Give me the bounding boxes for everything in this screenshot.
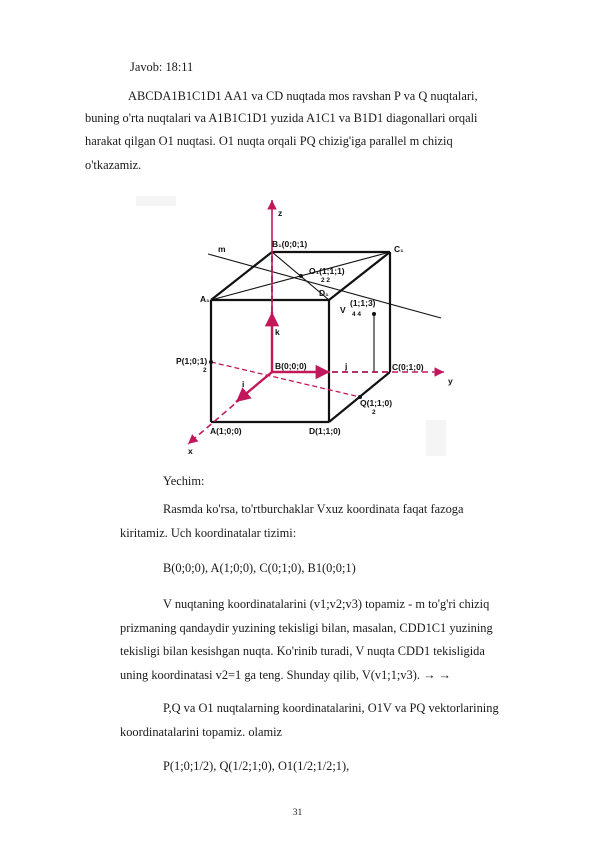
scan-shade-1	[136, 196, 176, 206]
label-x: x	[188, 446, 193, 456]
line-m	[208, 254, 441, 318]
scan-shade-2	[426, 420, 446, 456]
label-C: C(0;1;0)	[392, 362, 424, 372]
prism-figure	[126, 192, 456, 460]
problem-line-4: o'tkazamiz.	[85, 158, 142, 172]
label-A: A(1;0;0)	[210, 426, 242, 436]
label-V-den: 4 4	[352, 311, 362, 318]
label-k: k	[275, 327, 280, 337]
label-O1-den: 2 2	[321, 277, 331, 284]
page-number: 31	[292, 808, 303, 818]
point-O1	[299, 274, 303, 278]
label-m: m	[218, 244, 226, 254]
label-B: B(0;0;0)	[275, 361, 307, 371]
solution-line-7: tekisligi bilan kesishgan nuqta. Ko'rinib turadi, V nuqta CDD1 tekisligida	[120, 644, 485, 658]
label-Q: Q(1;1;0)	[360, 398, 393, 408]
solution-line-9: P,Q va O1 nuqtalarning koordinatalarini, O1V va PQ vektorlarining	[163, 701, 499, 715]
solution-line-3: kiritamiz. Uch koordinatalar tizimi:	[120, 526, 297, 540]
problem-line-1: ABCDA1B1C1D1 AA1 va CD nuqtada mos ravshan P va Q nuqtalari,	[128, 89, 478, 103]
label-D1: D₁	[319, 288, 329, 298]
label-B1: B₁(0;0;1)	[272, 239, 308, 249]
answer-line: Javob: 18:11	[130, 60, 194, 74]
label-j: j	[345, 361, 348, 371]
label-D: D(1;1;0)	[309, 426, 341, 436]
label-A1: A₁	[200, 294, 210, 304]
label-y: y	[448, 376, 453, 386]
solution-line-1: Yechim:	[163, 474, 205, 488]
solution-line-10: koordinatalarini topamiz. olamiz	[120, 725, 283, 739]
edge-D1-C1	[329, 252, 390, 300]
solution-line-11: P(1;0;1/2), Q(1/2;1;0), O1(1/2;1/2;1),	[163, 759, 350, 773]
label-z: z	[278, 208, 283, 218]
solution-line-4: B(0;0;0), A(1;0;0), C(0;1;0), B1(0;0;1)	[163, 561, 356, 575]
problem-line-2: buning o'rta nuqtalari va A1B1C1D1 yuzida A1C1 va B1D1 diagonallari orqali	[85, 111, 478, 125]
label-V: V	[340, 305, 346, 315]
edge-A1-B1	[211, 252, 272, 300]
point-P	[209, 360, 213, 364]
label-Q-den: 2	[372, 409, 376, 416]
label-i: i	[242, 379, 245, 389]
solution-line-6: prizmaning qandaydir yuzining tekisligi bilan, masalan, CDD1C1 yuzining	[120, 621, 493, 635]
label-C1: C₁	[394, 244, 404, 254]
problem-line-3: harakat qilgan O1 nuqtasi. O1 nuqta orqali PQ chizig'iga parallel m chiziq	[85, 134, 453, 148]
solution-line-8: uning koordinatasi v2=1 ga teng. Shunday qilib, V(v1;1;v3). → →	[120, 668, 451, 682]
point-V	[372, 312, 376, 316]
solution-line-5: V nuqtaning koordinatalarini (v1;v2;v3) topamiz - m to'g'ri chiziq	[163, 597, 490, 611]
label-V-coords: (1;1;3)	[350, 298, 376, 308]
label-P-den: 2	[203, 367, 207, 374]
label-P: P(1;0;1)	[176, 356, 208, 366]
solution-line-2: Rasmda ko'rsa, to'rtburchaklar Vxuz koordinata faqat fazoga	[163, 502, 464, 516]
label-O1: O₁(1;1;1)	[309, 266, 345, 276]
